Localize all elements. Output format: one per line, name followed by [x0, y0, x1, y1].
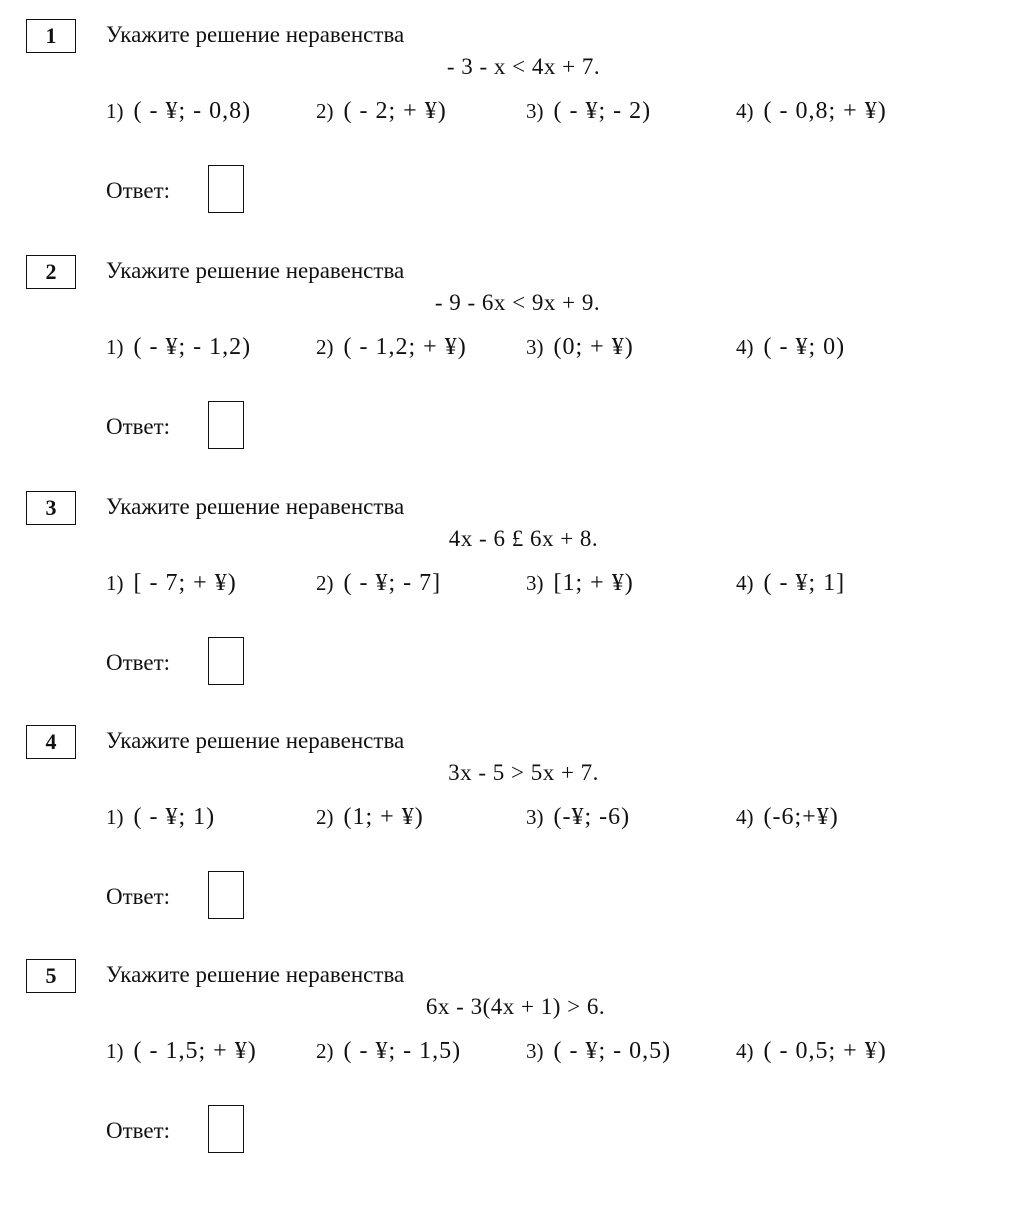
task-2: [0, 236, 1035, 471]
option-1[interactable]: 1) ( - 1,5; + ¥): [106, 1038, 257, 1064]
option-2[interactable]: 2) ( - ¥; - 7]: [316, 570, 442, 596]
task-4: [0, 706, 1035, 941]
answer-input[interactable]: [208, 637, 244, 685]
answer-label: Ответ:: [106, 1118, 171, 1143]
options-row: [0, 1038, 1035, 1078]
task-1: [0, 0, 1035, 235]
options-row: [0, 570, 1035, 610]
answer-input[interactable]: [208, 1105, 244, 1153]
task-prompt: Укажите решение неравенства: [106, 258, 405, 283]
option-2[interactable]: 2) ( - 2; + ¥): [316, 98, 447, 124]
answer-label: Ответ:: [106, 414, 171, 439]
option-2[interactable]: 2) ( - 1,2; + ¥): [316, 334, 467, 360]
option-2[interactable]: 2) (1; + ¥): [316, 804, 424, 830]
answer-input[interactable]: [208, 871, 244, 919]
inequality: - 9 - 6x < 9x + 9.: [434, 290, 601, 315]
task-number: 4: [26, 725, 76, 759]
task-number: 3: [26, 491, 76, 525]
option-4[interactable]: 4) ( - 0,5; + ¥): [736, 1038, 887, 1064]
option-3[interactable]: 3) (-¥; -6): [526, 804, 631, 830]
option-3[interactable]: 3) [1; + ¥): [526, 570, 634, 596]
option-4[interactable]: 4) ( - ¥; 0): [736, 334, 846, 360]
answer-label: Ответ:: [106, 884, 171, 909]
answer-label: Ответ:: [106, 650, 171, 675]
inequality: - 3 - x < 4x + 7.: [446, 54, 601, 79]
option-2[interactable]: 2) ( - ¥; - 1,5): [316, 1038, 462, 1064]
task-5: [0, 940, 1035, 1175]
task-prompt: Укажите решение неравенства: [106, 494, 405, 519]
options-row: [0, 98, 1035, 138]
task-prompt: Укажите решение неравенства: [106, 962, 405, 987]
option-4[interactable]: 4) ( - 0,8; + ¥): [736, 98, 887, 124]
inequality: 3x - 5 > 5x + 7.: [448, 760, 599, 785]
inequality: 6x - 3(4x + 1) > 6.: [425, 994, 606, 1019]
option-1[interactable]: 1) ( - ¥; 1): [106, 804, 216, 830]
option-1[interactable]: 1) ( - ¥; - 1,2): [106, 334, 252, 360]
task-prompt: Укажите решение неравенства: [106, 22, 405, 47]
option-4[interactable]: 4) (-6;+¥): [736, 804, 839, 830]
option-4[interactable]: 4) ( - ¥; 1]: [736, 570, 846, 596]
option-3[interactable]: 3) ( - ¥; - 0,5): [526, 1038, 672, 1064]
task-number: 1: [26, 19, 76, 53]
option-1[interactable]: 1) ( - ¥; - 0,8): [106, 98, 252, 124]
task-prompt: Укажите решение неравенства: [106, 728, 405, 753]
option-3[interactable]: 3) (0; + ¥): [526, 334, 634, 360]
option-1[interactable]: 1) [ - 7; + ¥): [106, 570, 237, 596]
option-3[interactable]: 3) ( - ¥; - 2): [526, 98, 652, 124]
options-row: [0, 334, 1035, 374]
task-number: 5: [26, 959, 76, 993]
task-3: [0, 472, 1035, 707]
task-number: 2: [26, 255, 76, 289]
inequality: 4x - 6 £ 6x + 8.: [448, 526, 599, 551]
options-row: [0, 804, 1035, 844]
answer-input[interactable]: [208, 401, 244, 449]
answer-label: Ответ:: [106, 178, 171, 203]
answer-input[interactable]: [208, 165, 244, 213]
